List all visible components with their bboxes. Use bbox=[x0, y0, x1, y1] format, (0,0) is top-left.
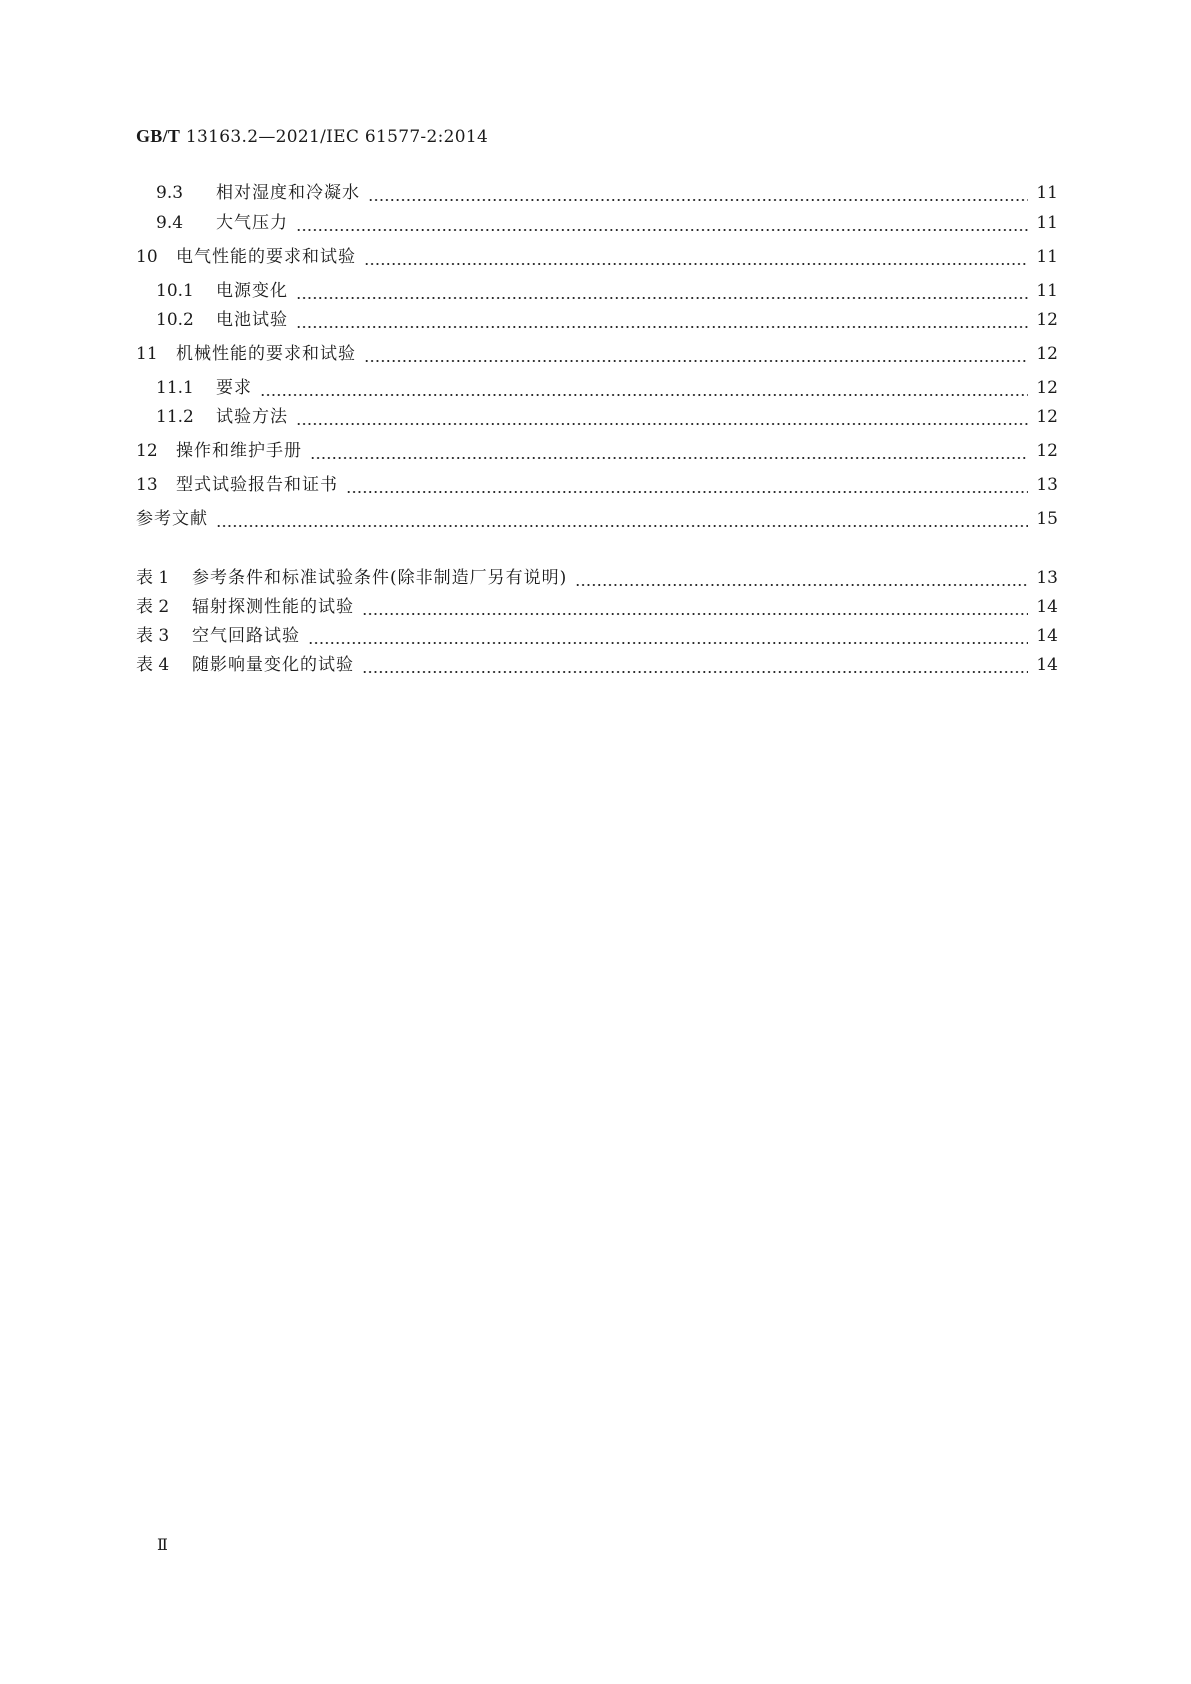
table-title: 辐射探测性能的试验 bbox=[192, 597, 354, 617]
toc-leader-dots bbox=[260, 385, 1028, 397]
toc-entry[interactable] bbox=[136, 210, 1058, 236]
toc-entry-title: 要求 bbox=[216, 378, 252, 398]
toc-entry[interactable] bbox=[136, 472, 1058, 498]
toc-entry-page: 13 bbox=[1036, 475, 1058, 495]
page-number: Ⅱ bbox=[157, 1537, 168, 1554]
toc-entry-title: 相对湿度和冷凝水 bbox=[216, 183, 360, 203]
toc-entry-page: 12 bbox=[1036, 407, 1058, 427]
standard-number: 13163.2—2021/IEC 61577-2:2014 bbox=[180, 127, 489, 147]
toc-entry-number: 13 bbox=[136, 475, 158, 495]
toc-leader-dots bbox=[296, 220, 1028, 232]
table-page: 13 bbox=[1036, 568, 1058, 588]
toc-entry-number: 11.2 bbox=[156, 407, 194, 427]
table-page: 14 bbox=[1036, 626, 1058, 646]
toc-entry[interactable] bbox=[136, 278, 1058, 304]
toc-entry-page: 15 bbox=[1036, 509, 1058, 529]
toc-leader-dots bbox=[575, 575, 1028, 587]
toc-entry-page: 12 bbox=[1036, 441, 1058, 461]
toc-entry-page: 11 bbox=[1036, 247, 1058, 267]
toc-entry-page: 12 bbox=[1036, 378, 1058, 398]
toc-entry-page: 12 bbox=[1036, 344, 1058, 364]
toc-leader-dots bbox=[296, 414, 1028, 426]
toc-entry-title: 试验方法 bbox=[216, 407, 288, 427]
toc-entry-bibliography[interactable] bbox=[136, 506, 1058, 532]
toc-leader-dots bbox=[308, 633, 1028, 645]
toc-entry-page: 12 bbox=[1036, 310, 1058, 330]
toc-leader-dots bbox=[364, 254, 1028, 266]
standard-prefix: GB/T bbox=[136, 126, 181, 146]
toc-entry-title: 操作和维护手册 bbox=[176, 441, 302, 461]
toc-entry-number: 10.2 bbox=[156, 310, 194, 330]
toc-entry[interactable] bbox=[136, 180, 1058, 206]
toc-entry-number: 11 bbox=[136, 344, 158, 364]
toc-leader-dots bbox=[310, 448, 1028, 460]
table-page: 14 bbox=[1036, 655, 1058, 675]
toc-entry-page: 11 bbox=[1036, 183, 1058, 203]
toc-table-entry[interactable] bbox=[136, 652, 1058, 678]
toc-leader-dots bbox=[296, 288, 1028, 300]
toc-entry-number: 9.3 bbox=[156, 183, 184, 203]
toc-table-entry[interactable] bbox=[136, 623, 1058, 649]
toc-entry-title: 大气压力 bbox=[216, 213, 288, 233]
toc-entry-number: 12 bbox=[136, 441, 158, 461]
table-number: 表 4 bbox=[136, 655, 170, 675]
toc-entry-title: 电池试验 bbox=[216, 310, 288, 330]
toc-entry-number: 10.1 bbox=[156, 281, 194, 301]
toc-leader-dots bbox=[368, 190, 1028, 202]
toc-entry-page: 11 bbox=[1036, 281, 1058, 301]
toc-entry[interactable] bbox=[136, 375, 1058, 401]
toc-entry-title: 型式试验报告和证书 bbox=[176, 475, 338, 495]
toc-leader-dots bbox=[216, 516, 1028, 528]
toc-leader-dots bbox=[362, 662, 1028, 674]
toc-leader-dots bbox=[296, 317, 1028, 329]
toc-entry-title: 机械性能的要求和试验 bbox=[176, 344, 356, 364]
toc-entry[interactable] bbox=[136, 404, 1058, 430]
table-number: 表 3 bbox=[136, 626, 170, 646]
toc-entry-title: 参考文献 bbox=[136, 509, 208, 529]
toc-table-entry[interactable] bbox=[136, 594, 1058, 620]
toc-entry[interactable] bbox=[136, 341, 1058, 367]
toc-entry[interactable] bbox=[136, 244, 1058, 270]
toc-entry-page: 11 bbox=[1036, 213, 1058, 233]
toc-entry[interactable] bbox=[136, 307, 1058, 333]
toc-leader-dots bbox=[346, 482, 1028, 494]
toc-entry-title: 电源变化 bbox=[216, 281, 288, 301]
toc-leader-dots bbox=[364, 351, 1028, 363]
document-code-header bbox=[136, 126, 488, 147]
table-number: 表 2 bbox=[136, 597, 170, 617]
table-title: 参考条件和标准试验条件(除非制造厂另有说明) bbox=[192, 568, 568, 588]
toc-entry-number: 9.4 bbox=[156, 213, 184, 233]
toc-entry-number: 11.1 bbox=[156, 378, 194, 398]
table-title: 随影响量变化的试验 bbox=[192, 655, 354, 675]
toc-entry-number: 10 bbox=[136, 247, 158, 267]
table-number: 表 1 bbox=[136, 568, 170, 588]
table-title: 空气回路试验 bbox=[192, 626, 300, 646]
toc-entry[interactable] bbox=[136, 438, 1058, 464]
table-page: 14 bbox=[1036, 597, 1058, 617]
toc-leader-dots bbox=[362, 604, 1028, 616]
toc-table-entry[interactable] bbox=[136, 565, 1058, 591]
toc-entry-title: 电气性能的要求和试验 bbox=[176, 247, 356, 267]
